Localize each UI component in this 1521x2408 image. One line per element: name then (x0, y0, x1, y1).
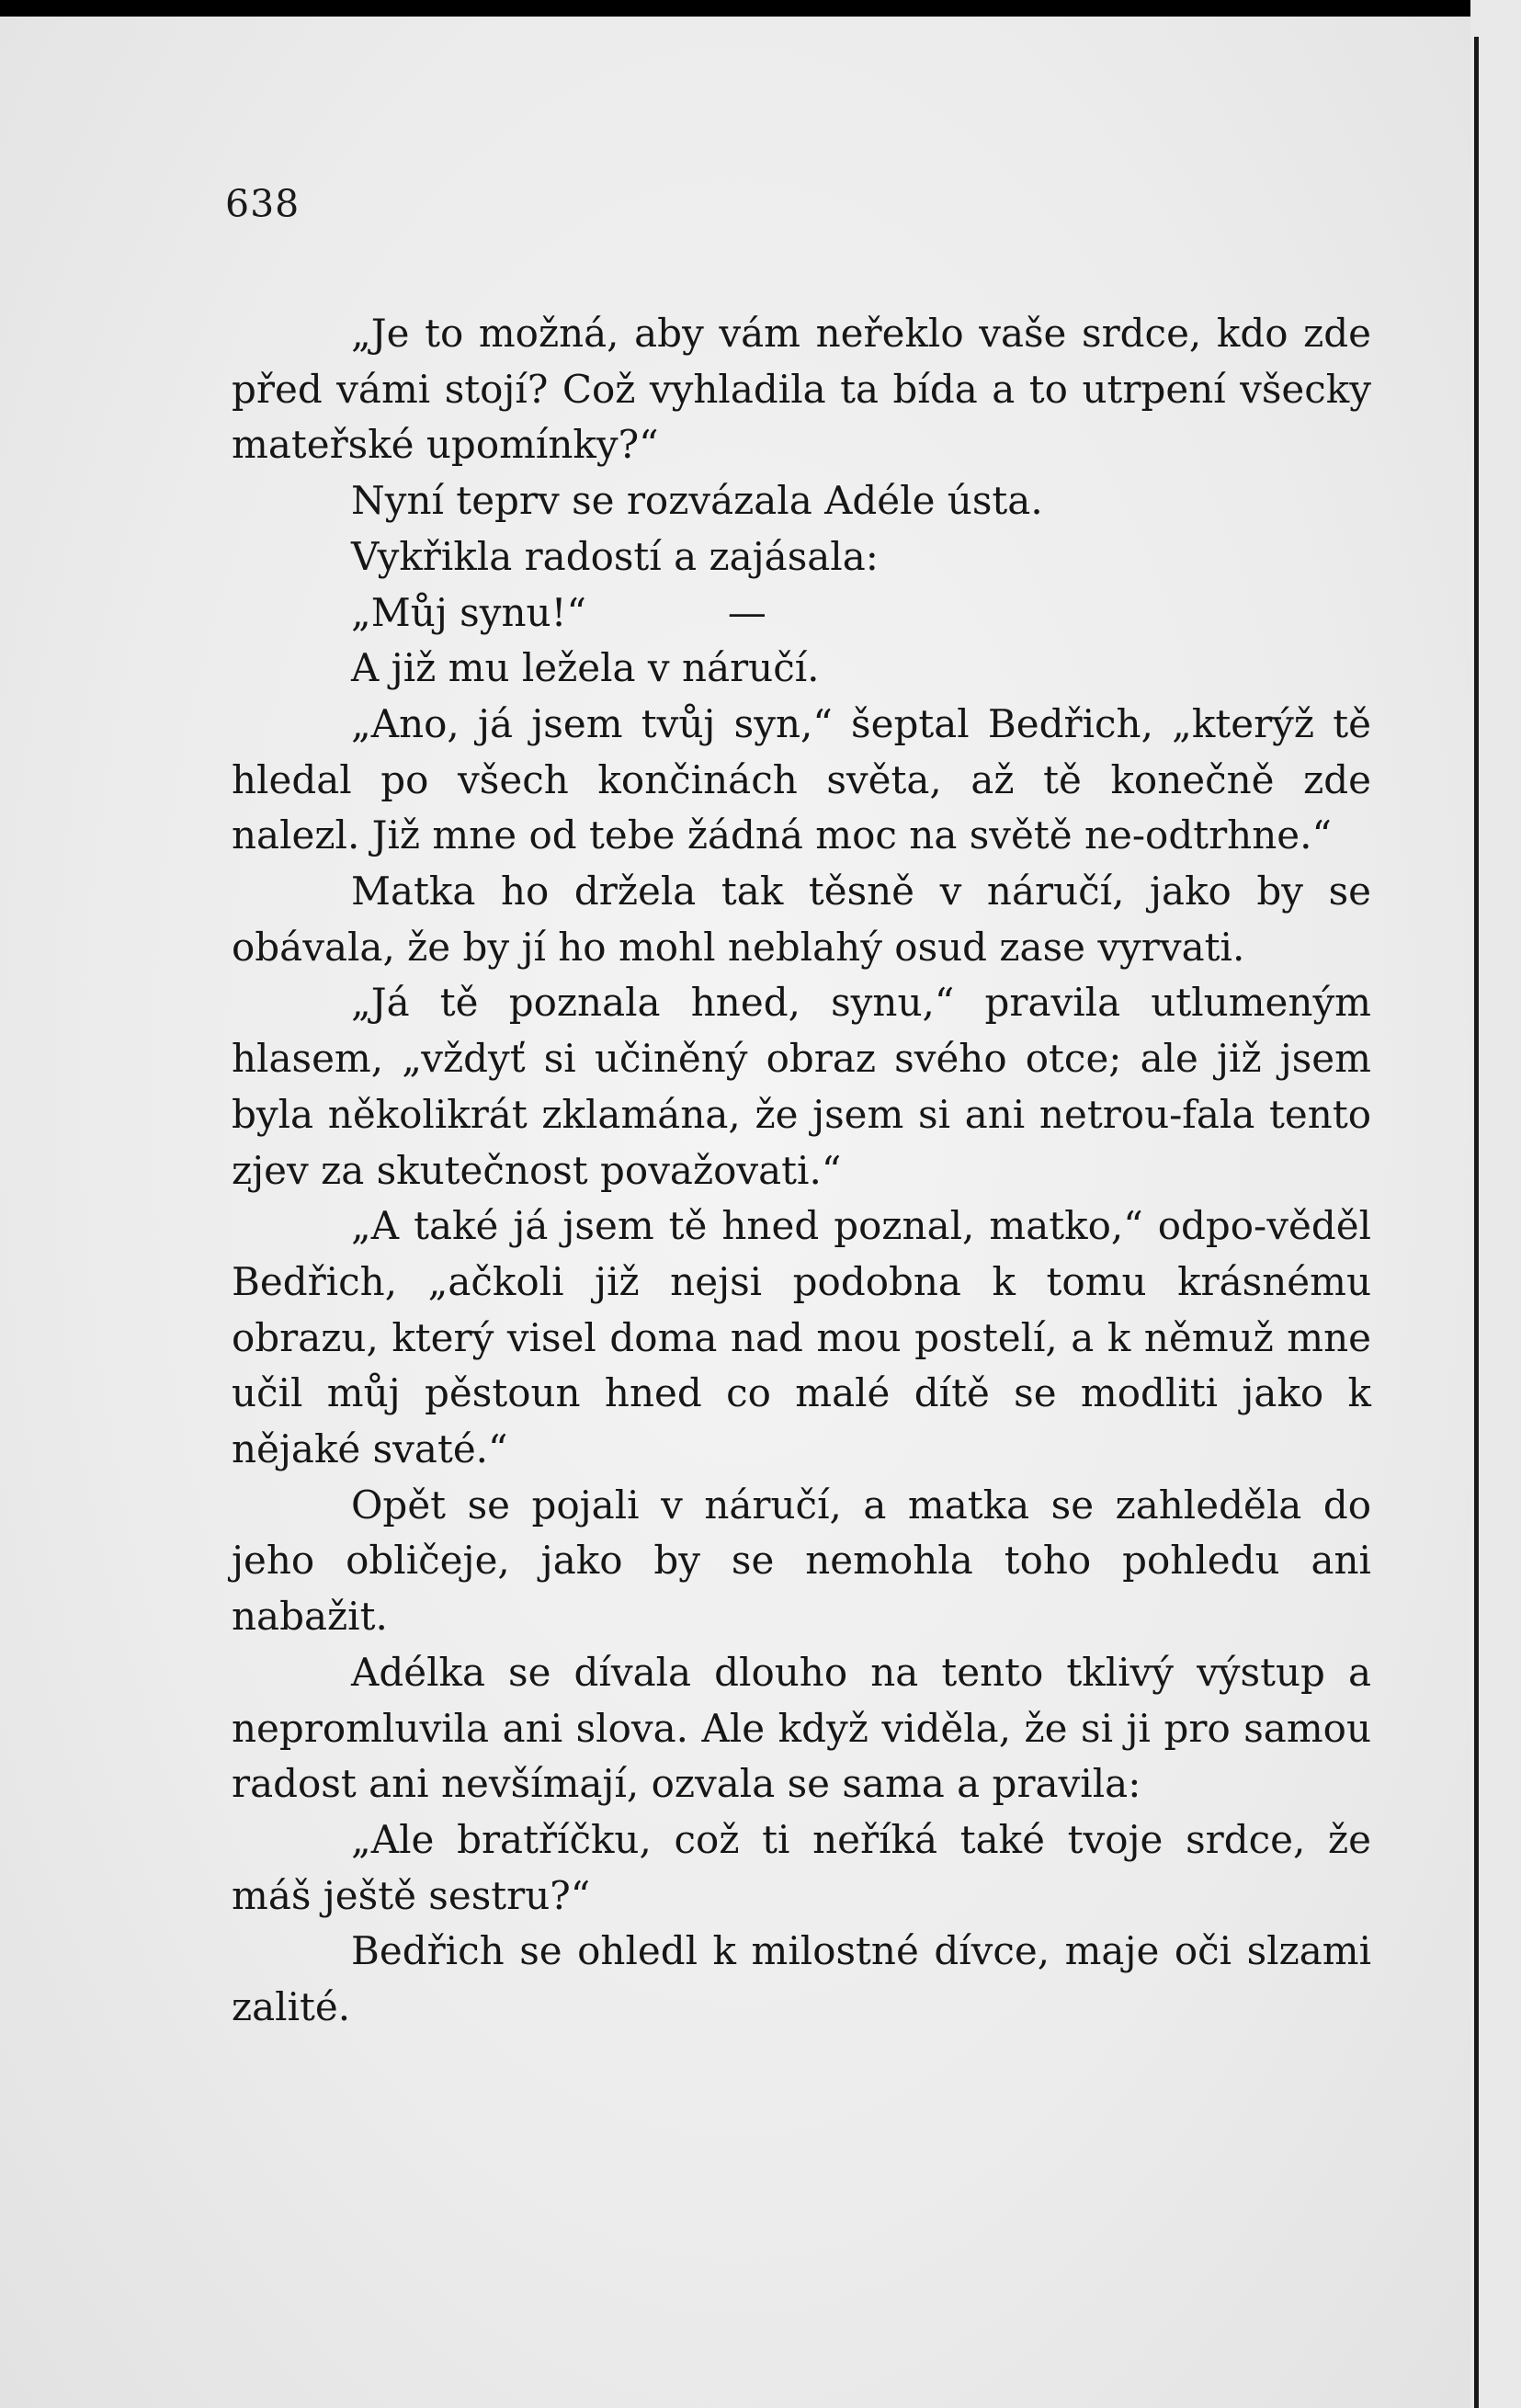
paragraph: Adélka se dívala dlouho na tento tklivý výstup a nepromluvila ani slova. Ale když viděla, že si ji pro samou radost ani nevšímají, ozvala se sama a pravila: (232, 1649, 1371, 1807)
paragraph: Matka ho držela tak těsně v náručí, jako by se obávala, že by jí ho mohl neblahý osud zase vyrvati. (232, 869, 1371, 970)
page-number: 638 (225, 182, 301, 226)
paragraph: „Já tě poznala hned, synu,“ pravila utlumeným hlasem, „vždyť si učiněný obraz svého otce; ale již jsem byla několikrát zklamána, že jsem si ani netrou-fala tento zjev za skutečnost považovati.“ (232, 980, 1371, 1193)
paragraph: „Ano, já jsem tvůj syn,“ šeptal Bedřich, „kterýž tě hledal po všech končinách světa, až tě konečně zde nalezl. Již mne od tebe žádná moc na světě ne-odtrhne.“ (232, 700, 1371, 858)
paragraph: „Ale bratříčku, což ti neříká také tvoje srdce, že máš ještě sestru?“ (232, 1816, 1371, 1918)
paragraph: „Je to možná, aby vám neřeklo vaše srdce, kdo zde před vámi stojí? Což vyhladila ta bída a to utrpení všecky mateřské upomínky?“ (232, 311, 1371, 468)
adjacent-page-edge (1470, 0, 1521, 2408)
paragraph: Vykřikla radostí a zajásala: (351, 533, 879, 579)
page-edge-shadow (1474, 37, 1479, 2408)
paragraph: A již mu ležela v náručí. (351, 645, 820, 691)
page-body-text (232, 306, 1371, 2036)
paragraph: Nyní teprv se rozvázala Adéle ústa. (351, 478, 1043, 524)
paragraph: Bedřich se ohledl k milostné dívce, maje oči slzami zalité. (232, 1928, 1371, 2030)
exclamation-text: „Můj synu!“ (351, 589, 586, 635)
paragraph: „A také já jsem tě hned poznal, matko,“ odpo-věděl Bedřich, „ačkoli již nejsi podobna k tomu krásnému obrazu, který visel doma nad mou postelí, a k němuž mne učil můj pěstoun hned co malé dítě se modliti jako k nějaké svaté.“ (232, 1203, 1371, 1472)
book-page (0, 17, 1470, 2408)
em-dash: — (727, 589, 766, 635)
paragraph: Opět se pojali v náručí, a matka se zahleděla do jeho obličeje, jako by se nemohla toho pohledu ani nabažit. (232, 1482, 1371, 1640)
paragraph-exclamation (232, 585, 1371, 642)
